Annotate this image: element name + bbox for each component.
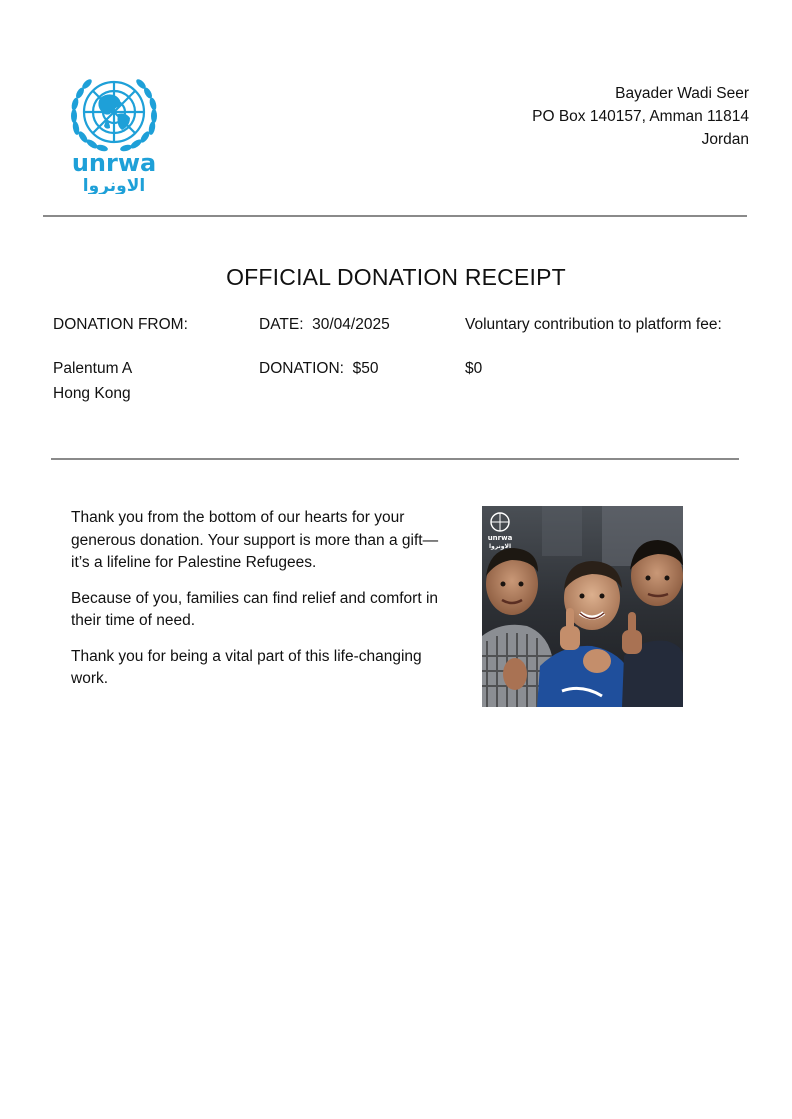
platform-fee-label: Voluntary contribution to platform fee: [465,316,722,333]
svg-text:unrwa: unrwa [487,534,513,542]
donation-amount-field [259,357,378,381]
date-label: DATE: [259,316,304,333]
svg-text:الاونروا: الاونروا [488,543,512,550]
organization-address [532,82,749,151]
receipt-title: OFFICIAL DONATION RECEIPT [226,264,566,290]
details-divider [51,458,739,460]
donation-from-label: DONATION FROM: [53,316,188,333]
date-value: 30/04/2025 [312,316,390,333]
svg-text:unrwa: unrwa [71,149,157,177]
platform-fee-value: $0 [465,360,483,377]
date-field [259,313,390,337]
address-line: PO Box 140157, Amman 11814 [532,108,749,125]
header-divider [43,215,747,217]
thank-you-message [71,507,451,704]
address-line: Bayader Wadi Seer [615,85,749,102]
donation-value: $50 [352,360,379,377]
donation-label: DONATION: [259,360,344,377]
donor-location: Hong Kong [53,385,131,402]
address-line: Jordan [701,131,749,148]
donor-name: Palentum A [53,360,133,377]
message-paragraph: Because of you, families can find relief and comfort in their time of need. [71,589,439,629]
message-paragraph: Thank you for being a vital part of this life-changing work. [71,647,422,687]
svg-text:الاونروا: الاونروا [82,176,146,194]
message-paragraph: Thank you from the bottom of our hearts for your generous donation. Your support is more than a gift—it’s a lifeline for Palestine Refugees. [71,509,439,571]
refugee-children-photo [482,506,683,707]
unrwa-logo [66,72,162,194]
